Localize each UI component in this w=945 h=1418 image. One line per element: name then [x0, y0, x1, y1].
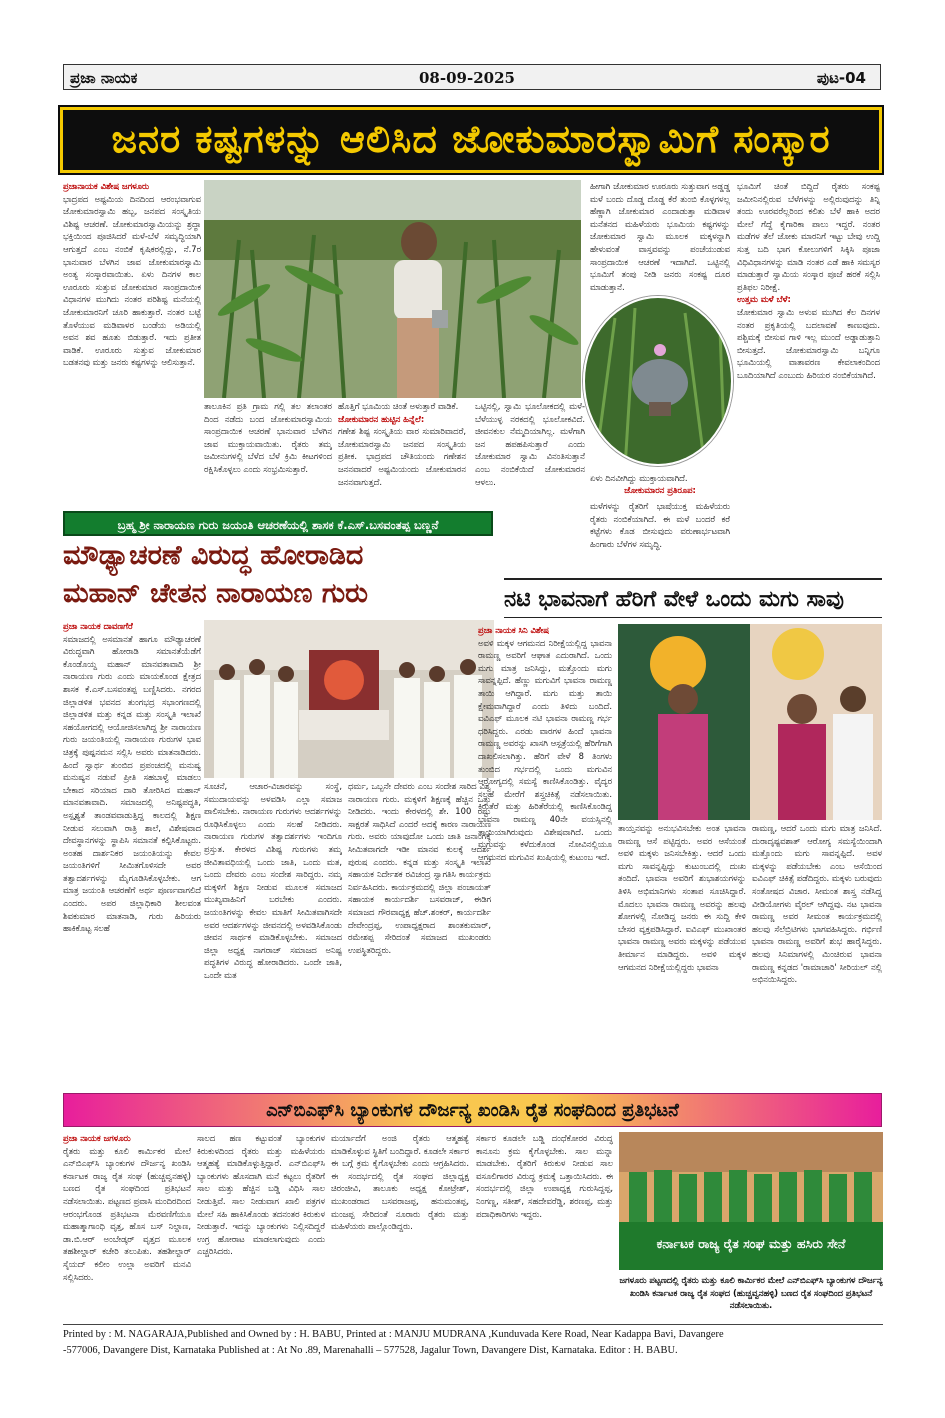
story1-col4-text: ಹೀಗಾಗಿ ಜೋಕುಮಾರ ಊರೂರು ಸುತ್ತುವಾಗ ಅಡ್ಡಡ್ಡ ಮಳೆ ಬಂದು ದೊಡ್ಡ ದೊಡ್ಡ ಕೆರೆ ತುಂಬಿ ಕೊಳ್ಳಗಳಲ್ಲ ಹೆಣ್ಣಾಗಿ ಜೋಕುಮಾರ ಎಂದಾಡುತ್ತಾ ಮಡಿವಾಳ ಮನೆತನದ ಮಹಿಳೆಯರು ಭೂಮಿಯ ಕಷ್ಟಗಳನ್ನು ಜೋಕುಮಾರ ಸ್ವಾಮಿ ಮೂಲಕ ಮಕ್ಕಳನ್ನಾಗಿ ಹೇಳುವಂತೆ ವಾಸ್ತವವನ್ನು ಪಂಚೆಯುಡುವ ಸಾಂಪ್ರದಾಯಿಕ ಆಚರಣೆ ಇದಾಗಿದೆ. ಒಟ್ಟಿನಲ್ಲಿ ಭೂಮಿಗೆ ತಂಪು ನೀಡಿ ಜನರು ಸಂಕಷ್ಟ ದೂರ ಮಾಡುತ್ತಾನೆ. [590, 181, 730, 292]
story4-byline: ಪ್ರಜಾ ನಾಯಕ ಜಗಳೂರು [63, 1133, 131, 1143]
story2-col1 [63, 620, 201, 1072]
event-illustration [204, 620, 494, 778]
story3-col3 [752, 822, 882, 1072]
story4-col4 [476, 1132, 613, 1322]
story1-strip-col2 [338, 400, 466, 504]
story2-col1-text: ಸಮಾಜದಲ್ಲಿ ಅಸಮಾನತೆ ಹಾಗೂ ಮೌಢ್ಯಾಚರಣೆ ವಿರುದ್ಧವಾಗಿ ಹೋರಾಡಿ ಸಮಾನತೆಯೆಡೆಗೆ ಕೊಂಡೊಯ್ದ ಮಹಾನ್ ಮಾನವತಾವಾದಿ ಶ್ರೀ ನಾರಾಯಣ ಗುರು ಎಂದು ಮಾಯಕೊಂಡ ಕ್ಷೇತ್ರದ ಶಾಸಕ ಕೆ.ಎಸ್.ಬಸವಂತಪ್ಪ ಬಣ್ಣಿಸಿದರು. ನಗರದ ಜಿಲ್ಲಾಡಳಿತ ಭವನದ ತುಂಗಭದ್ರ ಸಭಾಂಗಣದಲ್ಲಿ ಜಿಲ್ಲಾಡಳಿತ ಮತ್ತು ಕನ್ನಡ ಮತ್ತು ಸಂಸ್ಕೃತಿ ಇಲಾಖೆ ಸಹಯೋಗದಲ್ಲಿ ಆಯೋಜಿಸಲಾಗಿದ್ದ ಶ್ರೀ ನಾರಾಯಣ ಗುರು ಜಯಂತಿಯಲ್ಲಿ ನಾರಾಯಣ ಗುರುಗಳ ಭಾವ ಚಿತ್ರಕ್ಕೆ ಪುಷ್ಪನಮನ ಸಲ್ಲಿಸಿ ಅವರು ಮಾತನಾಡಿದರು. ಹಿಂದೆ ಸ್ವಾರ್ಥ ತುಂಬಿದ ಪ್ರಪಂಚದಲ್ಲಿ ಮನುಷ್ಯ ಮನುಷ್ಯನ ನಡುವೆ ಪ್ರೀತಿ ಸಹಬಾಳ್ವೆ ಮಾಡಲು ಬೇಕಾದ ಸರಿಯಾದ ದಾರಿ ತೋರಿಸಿದ ಮಹಾನ್ ಮಾನವತಾವಾದಿ. ಸಮಾಜದಲ್ಲಿ ಅನಿಷ್ಟಪದ್ಧತಿ, ಅಸ್ಪೃಶ್ಯತೆ ತಾಂಡವವಾಡುತ್ತಿದ್ದ ಕಾಲದಲ್ಲಿ ಶಿಕ್ಷಣ ನೀಡುವ ಸಲುವಾಗಿ ರಾತ್ರಿ ಶಾಲೆ, ವಿಶೇಷವಾದ ದೇವಸ್ಥಾನಗಳನ್ನು ಸ್ಥಾಪಿಸಿ ಸಮಾನತೆ ಕಲ್ಪಿಸಿಕೊಟ್ಟರು. ಅಂತಹ ದಾರ್ಶನಿಕರ ಜಯಂತಿಯನ್ನು ಕೇವಲ ಜಯಂತಿಗಳಿಗೆ ಸೀಮಿತಗೊಳಿಸದೇ ಅವರ ತತ್ವಾದರ್ಶಗಳನ್ನು ಮೈಗೂಡಿಸಿಕೊಳ್ಳಬೇಕು. ಆಗ ಮಾತ್ರ ಜಯಂತಿ ಆಚರಣೆಗೆ ಅರ್ಥ ಪೂರ್ಣವಾಗಲಿದೆ ಎಂದರು. ಅಪರ ಜಿಲ್ಲಾಧಿಕಾರಿ ಶೀಲವಂತ ಶಿವಕುಮಾರ ಮಾತನಾಡಿ, ಗುರು ಹಿರಿಯರು ಹಾಕಿಕೊಟ್ಟ ಸಲಹೆ [63, 633, 201, 934]
jokumara-photo [583, 296, 733, 466]
protest-photo-banner: ಕರ್ನಾಟಕ ರಾಜ್ಯ ರೈತ ಸಂಘ ಮತ್ತು ಹಸಿರು ಸೇನೆ [656, 1236, 846, 1251]
story1-caption-text: ಏಳು ದಿನವೀಗಿದ್ದು ಮುಕ್ತಾಯವಾಗಿದೆ. [590, 473, 688, 483]
footer-divider [63, 1324, 883, 1325]
story2-byline: ಪ್ರಜಾ ನಾಯಕ ದಾವಣಗೆರೆ [63, 621, 133, 631]
story2-col2 [204, 780, 342, 1072]
paper-name: ಪ್ರಜಾ ನಾಯಕ [70, 69, 138, 87]
story3-col2-text: ತಾಯ್ತನವನ್ನು ಅನುಭವಿಸಬೇಕು ಅಂತ ಭಾವನಾ ರಾಮಣ್ಣ ಆಸೆ ಪಟ್ಟಿದ್ದರು. ಅವರ ಆಸೆಯಂತೆ ಅವಳಿ ಮಕ್ಕಳು ಜನಿಸಬೇಕಿತ್ತು. ಆದರೆ ಒಂದು ಮಗು ಸಾವನ್ನಪ್ಪಿದ್ದು ಕುಟುಂಬದಲ್ಲಿ ದುಃಖ ತಂದಿದೆ. ಭಾವನಾ ಅವರಿಗೆ ಶುಭಾಶಯಗಳನ್ನು ತಿಳಿಸಿ ಅಭಿಮಾನಿಗಳು ಸಂತಾಪ ಸೂಚಿಸಿದ್ದಾರೆ. ಮೊದಲು ಭಾವನಾ ರಾಮಣ್ಣ ಅವರನ್ನು ಹಲವು ಶೋಗಳಲ್ಲಿ ನೋಡಿದ್ದ ಜನರು ಈ ಸುದ್ದಿ ಕೇಳಿ ಬೇಸರ ವ್ಯಕ್ತಪಡಿಸಿದ್ದಾರೆ. ಐವಿಎಫ್ ಮುಖಾಂತರ ಭಾವನಾ ರಾಮಣ್ಣ ಅವರು ಮಕ್ಕಳನ್ನು ಪಡೆಯುವ ತೀರ್ಮಾನ ಮಾಡಿದ್ದರು. ಅವಳಿ ಮಕ್ಕಳ ಆಗಮನದ ನಿರೀಕ್ಷೆಯಲ್ಲಿದ್ದರು ಭಾವನಾ [618, 823, 746, 972]
imprint-line2: -577006, Davangere Dist, Karnataka Published at : At No .89, Marenahalli – 577528, Jagalur Town, Davangere Dist, Karnataka. Editor : H. BABU. [63, 1345, 678, 1356]
story1-col4d-text: ಮಳೆಗಳನ್ನು ರೈತರಿಗೆ ಭಾಷೆಯುಕ್ತ ಮಹಿಳೆಯರು ರೈತರು ನಂಬಿಕೆಯಾಗಿದೆ. ಈ ಮಳೆ ಬಂದರೆ ಕರೆ ಕಟ್ಟೆಗಳು ಕೊಡ ಬೀಸುವುದು ವರುಣಾರ್ಭಟವಾಗಿ ಹಿಂಗಾರು ಬೆಳೆಗಳ ಸಮೃದ್ಧಿ. [590, 501, 730, 549]
story4-caption-text: ಜಗಳೂರು ಪಟ್ಟಣದಲ್ಲಿ ರೈತರು ಮತ್ತು ಕೂಲಿ ಕಾರ್ಮಿಕರ ಮೇಲೆ ಎನ್‌ಬಿಎಫ್‌ಸಿ ಬ್ಯಾಂಕುಗಳ ದೌರ್ಜನ್ಯ ಖಂಡಿಸಿ ಕರ್ನಾಟಕ ರಾಜ್ಯ ರೈತ ಸಂಘದ (ಹುಚ್ಚವ್ವನಹಳ್ಳಿ) ಬಣದ ರೈತ ಸಂಘದಿಂದ ಪ್ರತಿಭಟನೆ ನಡೆಸಲಾಯಿತು. [619, 1275, 883, 1311]
story1-photo-caption [590, 472, 730, 484]
story1-col1-text: ಭಾದ್ರಪದ ಅಷ್ಟಮಿಯ ದಿನದಿಂದ ಆರಂಭವಾಗುವ ಜೋಕುಮಾರಸ್ವಾಮಿ ಹಬ್ಬ, ಜನಪದ ಸಂಸ್ಕೃತಿಯ ವಿಶಿಷ್ಟ ಆಚರಣೆ. ಜೋಕುಮಾರಸ್ವಾಮಿಯನ್ನು ಶ್ರದ್ಧಾ ಭಕ್ತಿಯಿಂದ ಪೂಜಿಸಿದರೆ ಮಳೆ-ಬೆಳೆ ಸಮೃದ್ಧಿಯಾಗಿ ಆಗುತ್ತದೆ ಎಂಬ ನಂಬಿಕೆ ಕೃಷಿಕರಲ್ಲಿದ್ದು, ನೆ.7ರ ಭಾನುವಾರ ಬೆಳಗಿನ ಜಾವ ಜೋಕುಮಾರಸ್ವಾಮಿ ಅಂತ್ಯ ಸಂಸ್ಕಾರವಾಯಿತು. ಏಳು ದಿನಗಳ ಕಾಲ ಊರೂರು ಸುತ್ತುವ ಜೋಕುಮಾರ ಸಾಂಪ್ರದಾಯಿಕ ವಿಧಾನಗಳ ಮುಗಿದು ನಂತರ ಪರಿಶಿಷ್ಟ ಮನೆಯಲ್ಲಿ ಜೋಕುಮಾರನಿಗೆ ಚೂರಿ ಹಾಕುತ್ತಾರೆ. ನಂತರ ಬಟ್ಟೆ ತೊಳೆಯುವ ಮಡಿವಾಳರ ಬಂಡೆಯ ಅಡಿಯಲ್ಲಿ ಅವನ ಶವ ಹೂತು ಬಿಡುತ್ತಾರೆ. ಇದು ಪ್ರತೀತ ವಾಡಿಕೆ. ಊರೂರು ಸುತ್ತುವ ಜೋಕುಮಾರ ಬಡತನವು ಮತ್ತು ಜನರು ಕಷ್ಟಗಳನ್ನು ಆಲಿಸುತ್ತಾನೆ. [63, 193, 201, 368]
story2-headline1: ಮೌಢ್ಯಾಚರಣೆ ವಿರುದ್ಧ ಹೋರಾಡಿದ [63, 540, 364, 571]
story3-col1-text: ಅವಳಿ ಮಕ್ಕಳ ಆಗಮನದ ನಿರೀಕ್ಷೆಯಲ್ಲಿದ್ದ ಭಾವನಾ ರಾಮಣ್ಣ ಅವರಿಗೆ ಆಘಾತ ಎದುರಾಗಿದೆ. ಒಂದು ಮಗು ಮಾತ್ರ ಜನಿಸಿದ್ದು, ಮತ್ತೊಂದು ಮಗು ಸಾವನ್ನಪ್ಪಿದೆ. ಹೆಣ್ಣು ಮಗುವಿಗೆ ಭಾವನಾ ರಾಮಣ್ಣ ತಾಯಿ ಆಗಿದ್ದಾರೆ. ಮಗು ಮತ್ತು ತಾಯಿ ಕ್ಷೇಮವಾಗಿದ್ದಾರೆ ಎಂದು ತಿಳಿದು ಬಂದಿದೆ. ಐವಿಎಫ್ ಮೂಲಕ ನಟಿ ಭಾವನಾ ರಾಮಣ್ಣ ಗರ್ಭ ಧರಿಸಿದ್ದರು. ಎರಡು ವಾರಗಳ ಹಿಂದೆ ಭಾವನಾ ರಾಮಣ್ಣ ಅವರನ್ನು ಖಾಸಗಿ ಆಸ್ಪತ್ರೆಯಲ್ಲಿ ಹೆರಿಗೆಗಾಗಿ ದಾಖಲಿಸಲಾಗಿತ್ತು. ಹೆರಿಗೆ ವೇಳೆ 8 ತಿಂಗಳು ತುಂಬಿದ ಗರ್ಭದಲ್ಲಿ ಒಂದು ಮಗುವಿನ ಆರೋಗ್ಯದಲ್ಲಿ ಸಮಸ್ಯೆ ಕಾಣಿಸಿಕೊಂಡಿತ್ತು. ವೈದ್ಯರ ಸಲಹೆ ಮೇರೆಗೆ ಶಸ್ತ್ರಚಿಕಿತ್ಸೆ ನಡೆಸಲಾಯಿತು. ಕಿರುತೆರೆ ಮತ್ತು ಹಿರಿತೆರೆಯಲ್ಲಿ ಕಾಣಿಸಿಕೊಂಡಿದ್ದ ಭಾವನಾ ರಾಮಣ್ಣ 40ನೇ ವಯಸ್ಸಿನಲ್ಲಿ ತಾಯಿಯಾಗಿರುವುದು ವಿಶೇಷವಾಗಿದೆ. ಒಂದು ಮಗುವನ್ನು ಕಳೆದುಕೊಂಡ ನೋವಿನಲ್ಲಿಯೂ ಆಗಮನದ ಮಗುವಿನ ಖುಷಿಯಲ್ಲಿ ಕುಟುಂಬ ಇದೆ. [478, 637, 612, 862]
imprint-line1: Printed by : M. NAGARAJA,Published and Owned by : H. BABU, Printed at : MANJU MUDRANA ,Kunduvada Kere Road, Near Kadappa Bavi, Davangere [63, 1329, 724, 1340]
story4-col3-text: ಮರ್ಯಾದೆಗೆ ಅಂಜಿ ರೈತರು ಆತ್ಮಹತ್ಯೆ ಮಾಡಿಕೊಳ್ಳುವ ಸ್ಥಿತಿಗೆ ಬಂದಿದ್ದಾರೆ. ಕೂಡಲೇ ಸರ್ಕಾರ ಈ ಬಗ್ಗೆ ಕ್ರಮ ಕೈಗೊಳ್ಳಬೇಕು ಎಂದು ಆಗ್ರಹಿಸಿದರು. ಈ ಸಂದರ್ಭದಲ್ಲಿ ರೈತ ಸಂಘದ ಜಿಲ್ಲಾಧ್ಯಕ್ಷ ಚಿರಂಜೀವಿ, ತಾಲೂಕು ಅಧ್ಯಕ್ಷ ಕೋಟ್ರೇಶ್, ಮುಖಂಡರಾದ ಬಸವರಾಜಪ್ಪ, ಹನುಮಂತಪ್ಪ, ಮಂಜಪ್ಪ ಸೇರಿದಂತೆ ನೂರಾರು ರೈತರು ಮತ್ತು ಮಹಿಳೆಯರು ಪಾಲ್ಗೊಂಡಿದ್ದರು. [331, 1133, 469, 1232]
story4-col2 [197, 1132, 325, 1322]
story1-strip-text1: ತಾಲೂಕಿನ ಪ್ರತಿ ಗ್ರಾಮ ಗಲ್ಲಿ ತಲ ತಲಾಂತರ ದಿಂದ ನಡೆದು ಬಂದ ಜೋಕುಮಾರಸ್ವಾಮಿಯ ಸಾಂಪ್ರದಾಯಿಕ ಆಚರಣೆ ಭಾನುವಾರ ಬೆಳಗಿನ ಜಾವ ಮುಕ್ತಾಯವಾಯಿತು. ರೈತರು ತಮ್ಮ ಜಮೀನುಗಳಲ್ಲಿ ಬೆಳೆದ ಬೆಳೆ ಕ್ರಿಮಿ ಕೀಟಗಳಿಂದ ರಕ್ಷಿಸಿಕೊಳ್ಳಲು ಎಂದು ಸಂಭ್ರಮಿಸುತ್ತಾರೆ. [204, 401, 332, 474]
narayana-guru-strip [63, 511, 493, 536]
cornfield-photo [204, 180, 581, 398]
jokumara-idol-illustration [585, 298, 733, 466]
story1-strip-text2: ಹೊತ್ತಿಗೆ ಭೂಮಿಯ ಚಿಂತೆ ಅಳುತ್ತಾರೆ ವಾಡಿಕೆ. [338, 401, 459, 411]
story1-subhead-rain: ಉತ್ತಮ ಮಳೆ ಬೆಳೆ: [737, 294, 791, 305]
story1-col4-lower [475, 400, 585, 504]
story1-col5-text: ಭೂಮಿಗೆ ಚಿಂತೆ ಬಿದ್ದಿದೆ ರೈತರು ಸಂಕಷ್ಟ ಜಮೀನಿನಲ್ಲಿರುವ ಬೆಳೆಗಳನ್ನು ಅಲ್ಲಿರುವುದನ್ನು ತಿನ್ನಿ ತಂದು ಊರವರೆಲ್ಲರಿಂದ ಕಲಿತು ಬೆಳೆ ಹಾಕಿ ಅದರ ಮೇಲೆ ಗೆದ್ದೆ ಕೈಗಾರಿಕಾ ಪಾಲು ಇದ್ದರೆ. ನಂತರ ಮಡೆಗಳ ತೆಲೆ ಜೋಕು ಮಾರನಿಗೆ ಇಟ್ಟು ಬೇವು ಉದ್ದಿ ಸುತ್ತ ಬದಿ ಭಾಗ ಕೋಲುಗಳಿಗೆ ಸಿಕ್ಕಿಸಿ ಪೂಜಾ ವಿಧಿವಿಧಾನಗಳನ್ನು ಮಾಡಿ ನಂತರ ಎಡೆ ಹಾಕಿ ಸಮಸ್ಯರ ಮಾಡುತ್ತಾರೆ ಸ್ವಾಮಿಯ ಸಂಸ್ಕಾರ ಪೂಜೆ ಹರಕೆ ಸಲ್ಲಿಸಿ ಪ್ರತಿಫಲ ನಿರೀಕ್ಷೆ. [737, 181, 880, 292]
story4-col3 [331, 1132, 469, 1322]
story1-col1 [63, 180, 201, 502]
story4-col1 [63, 1132, 191, 1322]
story2-headline2: ಮಹಾನ್ ಚೇತನ ನಾರಾಯಣ ಗುರು [63, 578, 368, 609]
jayanti-event-photo [204, 620, 494, 778]
story4-headline-banner [63, 1093, 882, 1127]
story1-col5 [737, 180, 880, 502]
story3-col2 [618, 822, 746, 1072]
story1-subhead-birth: ಜೋಕುಮಾರನ ಹುಟ್ಟಿನ ಹಿನ್ನೆಲೆ: [338, 413, 425, 424]
story1-strip-text2b: ಗಣೇಶ ಶಿಷ್ಟ ಸಂಸ್ಕೃತಿಯ ವಾರ ಸುಮಾರಿವಾದರೆ, ಜೋಕುಮಾರಸ್ವಾಮಿ ಜನಪದ ಸಂಸ್ಕೃತಿಯ ಪ್ರತೀಕ. ಭಾದ್ರಪದ ಚೌತಿಯಂದು ಗಣೇಶನ ಜನನವಾದರೆ ಅಷ್ಟಮಿಯಂದು ಜೋಕುಮಾರನ ಜನನವಾಗುತ್ತದೆ. [338, 426, 466, 487]
story1-col5b-text: ಜೋಕುಮಾರ ಸ್ವಾಮಿ ಅಳುವ ಮುಗಿದ ಕೆಲ ದಿನಗಳ ನಂತರ ಪ್ರಕೃತಿಯಲ್ಲಿ ಬದಲಾವಣೆ ಕಾಣುವುದು. ಪಶ್ಚಿಮಕ್ಕೆ ಬೀಸುವ ಗಾಳಿ ಇಲ್ಲ ಮುಂದೆ ಅಡ್ಡಾಡುತ್ತಾನಿ ಬೀಸುತ್ತದೆ. ಜೋಕುಮಾರಸ್ವಾಮಿ ಬನ್ನಿಗೂ ಭೂಮಿಯಲ್ಲಿ ವಾತಾವರಣ ಕೇವಲಾಕಂದಿಂದ ಬೂದಿಯಾಗಿದೆ ಎಂಬುದು ಹಿರಿಯರ ನಂಬಿಕೆಯಾಗಿದೆ. [737, 306, 880, 380]
story4-photo-caption [619, 1274, 883, 1322]
story2-col3 [348, 780, 491, 1072]
issue-date: 08-09-2025 [419, 69, 515, 87]
story1-col4b-text: ಒಟ್ಟಿನಲ್ಲಿ, ಸ್ವಾಮಿ ಭೂಲೋಕದಲ್ಲಿ ಮಳೆ-ಬೆಳೆಯುಳ್ಳ ನರಕದಲ್ಲಿ ಭೂಲೋಕವಿದೆ. ಜೀವನಕುಲ ನೆಮ್ಮದಿಯಾಗಿಲ್ಲ. ಮಳೆಗಾಗಿ ಜನ ಹಪಹಪಿಸುತ್ತಾರೆ ಎಂದು ಜೋಕುಮಾರ ಸ್ವಾಮಿ ವಿನಂತಿಸುತ್ತಾನೆ ಎಂಬ ನಂಬಿಕೆಯಿದೆ ಜೋಕುಮಾರನ ಆಳಲು. [475, 401, 585, 487]
story3-col1 [478, 624, 612, 1072]
seemantha-illustration [618, 624, 882, 820]
story2-col2-text: ಸೂಚನೆ, ಆಚಾರ-ವಿಚಾರವನ್ನು ಸಂಸ್ಥೆ, ಸಮುದಾಯವನ್ನು ಅಳವಡಿಸಿ ಎಲ್ಲಾ ಸಮಾಜ ಪಾಲಿಸಬೇಕು. ನಾರಾಯಣ ಗುರುಗಳು ಆದರ್ಶಗಳನ್ನು ರೂಢಿಸಿಕೊಳ್ಳಲು ಎಂದು ಸಲಹೆ ನೀಡಿದರು. ನಾರಾಯಣ ಗುರುಗಳ ತತ್ವಾದರ್ಶಗಳು ಇಂದಿಗೂ ಪ್ರಸ್ತುತ. ಕೇರಳದ ವಿಶಿಷ್ಟ ಗುರುಗಳು ತಮ್ಮ ಜೀವಿತಾವಧಿಯಲ್ಲಿ ಒಂದು ಜಾತಿ, ಒಂದು ಮತ, ಒಂದು ದೇವರು ಎಂಬ ಸಂದೇಶ ಸಾರಿದ್ದರು. ನಮ್ಮ ಮಕ್ಕಳಿಗೆ ಶಿಕ್ಷಣ ನೀಡುವ ಮೂಲಕ ಸಮಾಜದ ಮುಖ್ಯವಾಹಿನಿಗೆ ಬರಬೇಕು ಎಂದರು. ಜಯಂತಿಗಳನ್ನು ಕೇವಲ ಮಾತಿಗೆ ಸೀಮಿತವಾಗಿಸದೇ ಅವರ ಆದರ್ಶಗಳನ್ನು ಜೀವನದಲ್ಲಿ ಅಳವಡಿಸಿಕೊಂಡು ಜೀವನ ಸಾರ್ಥಕ ಮಾಡಿಕೊಳ್ಳಬೇಕು. ಸಮಾಜದ ಜಿಲ್ಲಾ ಅಧ್ಯಕ್ಷ ನಾಗರಾಜ್ ಸಮಾಜದ ಅನಿಷ್ಟ ಪದ್ಧತಿಗಳ ವಿರುದ್ಧ ಹೋರಾಡಿದರು. ಒಂದೇ ಜಾತಿ, ಒಂದೇ ಮತ [204, 781, 342, 980]
story3-headline: ನಟಿ ಭಾವನಾಗೆ ಹೆರಿಗೆ ವೇಳೆ ಒಂದು ಮಗು ಸಾವು [504, 578, 882, 618]
protest-photo [619, 1132, 883, 1270]
story4-col1-text: ರೈತರು ಮತ್ತು ಕೂಲಿ ಕಾರ್ಮಿಕರ ಮೇಲೆ ಎನ್‌ಬಿಎಫ್‌ಸಿ ಬ್ಯಾಂಕುಗಳ ದೌರ್ಜನ್ಯ ಖಂಡಿಸಿ ಕರ್ನಾಟಕ ರಾಜ್ಯ ರೈತ ಸಂಘ (ಹುಚ್ಚವ್ವನಹಳ್ಳಿ) ಬಣದ ರೈತ ಸಂಘದಿಂದ ಪ್ರತಿಭಟನೆ ನಡೆಸಲಾಯಿತು. ಪಟ್ಟಣದ ಪ್ರವಾಸಿ ಮಂದಿರದಿಂದ ಆರಂಭಗೊಂಡ ಪ್ರತಿಭಟನಾ ಮೆರವಣಿಗೆಯೂ ಮಹಾತ್ಮಾಗಾಂಧಿ ವೃತ್ತ, ಹೊಸ ಬಸ್ ನಿಲ್ದಾಣ, ಡಾ.ಬಿ.ಆರ್ ಅಂಬೇಡ್ಕರ್ ವೃತ್ತದ ಮೂಲಕ ತಹಶೀಲ್ದಾರ್ ಕಚೇರಿ ತಲುಪಿತು. ತಹಶೀಲ್ದಾರ್ ಸೈಯದ್ ಕಲೀಂ ಉಲ್ಲಾ ಅವರಿಗೆ ಮನವಿ ಸಲ್ಲಿಸಿದರು. [63, 1145, 191, 1282]
story4-col2-text: ಸಾಲದ ಹಣ ಕಟ್ಟುವಂತೆ ಬ್ಯಾಂಕುಗಳ ಕಿರುಕುಳದಿಂದ ರೈತರು ಮತ್ತು ಮಹಿಳೆಯರು ಆತ್ಮಹತ್ಯೆ ಮಾಡಿಕೊಳ್ಳುತ್ತಿದ್ದಾರೆ. ಎನ್‌ಬಿಎಫ್‌ಸಿ ಬ್ಯಾಂಕುಗಳು ಹೊಸದಾಗಿ ಮನೆ ಕಟ್ಟಲು ರೈತರಿಗೆ ಸಾಲ ಮತ್ತು ಹೆಚ್ಚಿನ ಬಡ್ಡಿ ವಿಧಿಸಿ ಸಾಲ ನೀಡುತ್ತಿವೆ. ಸಾಲ ನೀಡುವಾಗ ಖಾಲಿ ಪತ್ರಗಳ ಮೇಲೆ ಸಹಿ ಹಾಕಿಸಿಕೊಂಡು ತದನಂತರ ಕಿರುಕುಳ ನೀಡುತ್ತಾರೆ. ಇದನ್ನು ಬ್ಯಾಂಕುಗಳು ನಿಲ್ಲಿಸದಿದ್ದರೆ ಉಗ್ರ ಹೋರಾಟ ಮಾಡಲಾಗುವುದು ಎಂದು ಎಚ್ಚರಿಸಿದರು. [197, 1133, 325, 1257]
masthead-bar [63, 64, 881, 90]
story3-col3-text: ರಾಮಣ್ಣ, ಆದರೆ ಒಂದು ಮಗು ಮಾತ್ರ ಜನಿಸಿದೆ. ದುರಾದೃಷ್ಟವಶಾತ್ ಆರೋಗ್ಯ ಸಮಸ್ಯೆಯಿಂದಾಗಿ ಮತ್ತೊಂದು ಮಗು ಸಾವನ್ನಪ್ಪಿದೆ. ಅವಳ ಮಕ್ಕಳನ್ನು ಪಡೆಯಬೇಕು ಎಂಬ ಆಸೆಯಿಂದ ಐವಿಎಫ್ ಚಿಕಿತ್ಸೆ ಪಡೆದಿದ್ದರು. ಮಕ್ಕಳು ಬರುವುದು ಸಂತೋಷದ ವಿಚಾರ. ಸೀಮಂತ ಶಾಸ್ತ್ರ ನಡೆಸಿದ್ದ ವೀಡಿಯೋಗಳು ವೈರಲ್ ಆಗಿದ್ದವು. ನಟ ಭಾವನಾ ರಾಮಣ್ಣ ಅವರ ಸೀಮಂತ ಕಾರ್ಯಕ್ರಮದಲ್ಲಿ ಹಲವು ಸೆಲೆಬ್ರಿಟಿಗಳು ಭಾಗವಹಿಸಿದ್ದರು. ಗರ್ಭಿಣಿ ಭಾವನಾ ರಾಮಣ್ಣ ಅವರಿಗೆ ಶುಭ ಹಾರೈಸಿದ್ದರು. ಹಲವು ಸಿನಿಮಾಗಳಲ್ಲಿ ಮಿಂಚಿರುವ ಭಾವನಾ ರಾಮಣ್ಣ ಕನ್ನಡದ 'ರಾಮಾಚಾರಿ' ಸೀರಿಯಲ್ ನಲ್ಲಿ ಅಭಿನಯಿಸಿದ್ದರು. [752, 823, 882, 985]
story1-byline: ಪ್ರಜಾನಾಯಕ ವಿಶೇಷ ಜಗಳೂರು [63, 181, 150, 191]
cornfield-illustration [204, 180, 581, 398]
story2-col3-text: ಧರ್ಮ, ಒಬ್ಬನೇ ದೇವರು ಎಂಬ ಸಂದೇಶ ಸಾರಿದ ವಿಶ್ವ ನಾರಾಯಣ ಗುರು. ಮಕ್ಕಳಿಗೆ ಶಿಕ್ಷಣಕ್ಕೆ ಹೆಚ್ಚಿನ ಒತ್ತು ನೀಡಿದರು. ಇಂದು ಕೇರಳದಲ್ಲಿ ಶೇ. 100 ರಷ್ಟು ಸಾಕ್ಷರತೆ ಸಾಧಿಸಿದೆ ಎಂದರೆ ಅದಕ್ಕೆ ಕಾರಣ ನಾರಾಯಣ ಗುರು. ಅವರು ಯಾವುದೋ ಒಂದು ಜಾತಿ ಜನಾಂಗಕ್ಕೆ ಸೀಮಿತವಾಗದೇ ಇಡೀ ಮಾನವ ಕುಲಕ್ಕೆ ಆದರ್ಶ ಪುರುಷ ಎಂದರು. ಕನ್ನಡ ಮತ್ತು ಸಂಸ್ಕೃತಿ ಇಲಾಖೆ ಸಹಾಯಕ ನಿರ್ದೇಶಕ ರವಿಚಂದ್ರ ಸ್ವಾಗತಿಸಿ ಕಾರ್ಯಕ್ರಮ ನಿರ್ವಹಿಸಿದರು. ಕಾರ್ಯಕ್ರಮದಲ್ಲಿ ಜಿಲ್ಲಾ ಪಂಚಾಯತ್ ಸಹಾಯಕ ಕಾರ್ಯದರ್ಶಿ ಬಸವರಾಜ್, ಈಡಿಗ ಸಮಾಜದ ಗೌರವಾಧ್ಯಕ್ಷ ಹೆಚ್.ಶಂಕರ್, ಕಾರ್ಯದರ್ಶಿ ದೇವೇಂದ್ರಪ್ಪ, ಉಪಾಧ್ಯಕ್ಷರಾದ ಶಾಂತಕುಮಾರ್, ರಮೇಶಪ್ಪ ಸೇರಿದಂತೆ ಸಮಾಜದ ಮುಖಂಡರು ಉಪಸ್ಥಿತರಿದ್ದರು. [348, 781, 491, 955]
story1-strip-col1 [204, 400, 332, 504]
story1-headline: ಜನರ ಕಷ್ಟಗಳನ್ನು ಆಲಿಸಿದ ಜೋಕುಮಾರಸ್ವಾಮಿಗೆ ಸಂಸ್ಕಾರ [111, 117, 831, 161]
story3-byline: ಪ್ರಜಾ ನಾಯಕ ಸಿನಿ ವಿಶೇಷ [478, 625, 549, 635]
headline-banner [60, 107, 882, 173]
story4-col4-text: ಸರ್ಕಾರ ಕೂಡಲೇ ಬಡ್ಡಿ ದಂಧೆಕೋರರ ವಿರುದ್ಧ ಕಾನೂನು ಕ್ರಮ ಕೈಗೊಳ್ಳಬೇಕು. ಸಾಲ ಮನ್ನಾ ಮಾಡಬೇಕು. ರೈತರಿಗೆ ಕಿರುಕುಳ ನೀಡುವ ಸಾಲ ವಸೂಲಿಗಾರರ ವಿರುದ್ಧ ಕ್ರಮಕ್ಕೆ ಒತ್ತಾಯಿಸಿದರು. ಈ ಸಂದರ್ಭದಲ್ಲಿ ಜಿಲ್ಲಾ ಉಪಾಧ್ಯಕ್ಷ ಗುರುಸಿದ್ದಪ್ಪ, ನಿಂಗಣ್ಣ, ಸತೀಶ್, ಸಹದೇವರೆಡ್ಡಿ, ಶರಣಪ್ಪ, ಮತ್ತು ಪದಾಧಿಕಾರಿಗಳು ಇದ್ದರು. [476, 1133, 613, 1219]
strip2-text: ಬ್ರಹ್ಮ ಶ್ರೀ ನಾರಾಯಣ ಗುರು ಜಯಂತಿ ಆಚರಣೆಯಲ್ಲಿ ಶಾಸಕ ಕೆ.ಎಸ್.ಬಸವಂತಪ್ಪ ಬಣ್ಣನೆ [117, 518, 439, 532]
story4-headline: ಎನ್‌ಬಿಎಫ್‌ಸಿ ಬ್ಯಾಂಕುಗಳ ದೌರ್ಜನ್ಯ ಖಂಡಿಸಿ ರೈತ ಸಂಘದಿಂದ ಪ್ರತಿಭಟನೆ [266, 1100, 679, 1121]
bhavana-photo [618, 624, 882, 820]
story1-col4d [590, 500, 730, 572]
story1-subhead-form: ಜೋಕುಮಾರನ ಪ್ರತಿರೂಪ: [624, 485, 696, 495]
page-number: ಪುಟ-04 [816, 69, 866, 87]
